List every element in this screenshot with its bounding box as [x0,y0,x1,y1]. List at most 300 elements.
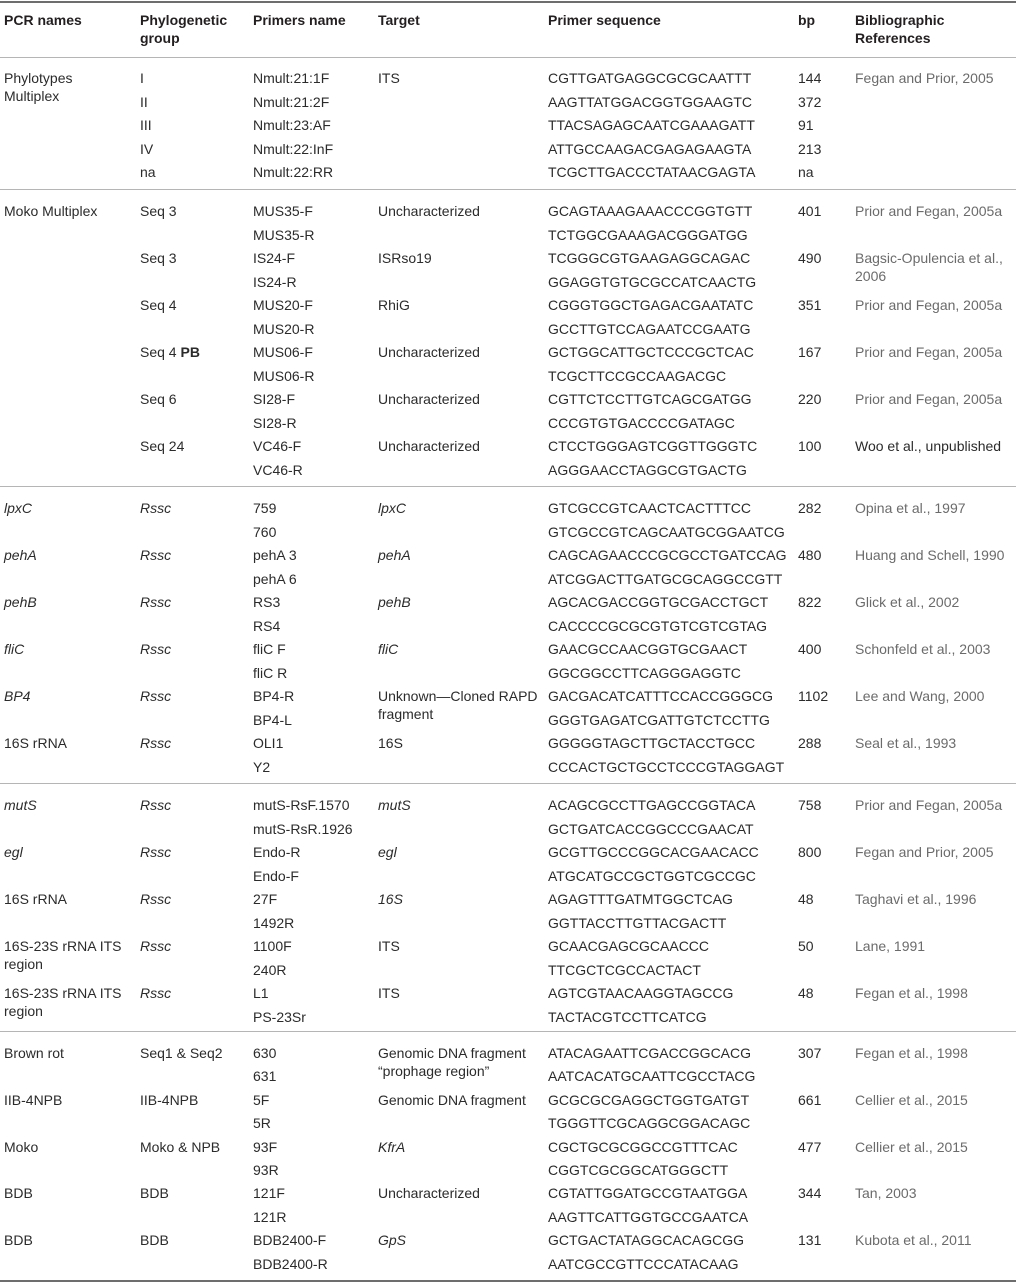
cell-text: BDB [4,1185,33,1202]
cell-text: CCCGTGTGACCCCGATAGC [548,414,735,431]
cell-group [140,796,250,814]
cell-text: 100 [798,438,822,454]
cell-seq [548,734,793,752]
cell-seq [548,226,793,244]
table-row [0,1253,1016,1276]
table-row [0,638,1016,661]
cell-text: 131 [798,1232,822,1249]
cell-text: Tan, 2003 [855,1185,917,1202]
cell-text: 372 [798,93,822,110]
cell-text: BDB [140,1185,169,1202]
cell-text: TCGGGCGTGAAGAGGCAGAC [548,250,751,266]
table-row [0,271,1016,294]
cell-text: MUS06-R [253,367,315,384]
cell-text: IIB-4NPB [140,1091,199,1108]
cell-text: TGGGTTCGCAGGCGGACAGC [548,1115,751,1132]
cell-text: ATCGGACTTGATGCGCAGGCCGTT [548,570,783,587]
cell-ref [855,546,1013,564]
cell-primer [253,249,371,267]
cell-seq [548,796,793,814]
cell-text: 490 [798,250,822,266]
cell-text: Seal et al., 1993 [855,735,957,751]
cell-text: Rssc [140,688,172,704]
cell-text: CGTTGATGAGGCGCGCAATTT [548,70,752,86]
cell-text: Rssc [140,891,172,907]
cell-text: mutS [4,797,37,813]
cell-text: Kubota et al., 2011 [855,1232,972,1249]
cell-seq [548,140,793,158]
cell-text: GGGTGAGATCGATTGTCTCCTTG [548,711,770,728]
cell-text: na [798,164,814,181]
cell-bp [798,93,848,111]
cell-group [140,296,250,314]
cell-primer [253,1114,371,1132]
cell-text: Uncharacterized [378,391,480,407]
cell-target [378,69,538,87]
cell-group [140,163,250,181]
cell-bp [798,390,848,408]
cell-target [378,640,538,658]
cell-ref [855,984,1013,1002]
cell-text: GGTTACCTTGTTACGACTT [548,914,727,931]
cell-text: 93F [253,1138,278,1155]
cell-text: egl [378,844,397,860]
table-row [0,912,1016,935]
cell-text: 48 [798,985,814,1001]
cell-ref [855,296,1013,314]
cell-text: Rssc [140,735,172,751]
table-row [0,818,1016,841]
cell-primer [253,1138,371,1156]
cell-seq [548,1114,793,1132]
table-row [0,412,1016,435]
cell-text: SI28-F [253,391,296,407]
cell-primer [253,1231,371,1249]
cell-text: ACAGCGCCTTGAGCCGGTACA [548,797,756,813]
cell-pcr [4,687,129,705]
cell-text: GCGTTGCCCGGCACGAACACC [548,844,759,860]
section-divider [0,1031,1016,1032]
cell-primer [253,343,371,361]
table-row [0,1006,1016,1029]
cell-text: GCAGTAAAGAAACCCGGTGTT [548,203,753,219]
cell-seq [548,1231,793,1249]
cell-bp [798,249,848,267]
cell-text: Phylotypes Multiplex [4,70,73,104]
cell-ref [855,1044,1013,1062]
cell-text: Rssc [140,938,172,954]
cell-primer [253,367,371,385]
cell-text: na [140,164,156,181]
cell-bp [798,1231,848,1249]
cell-seq [548,116,793,134]
cell-seq [548,461,793,479]
cell-bp [798,1091,848,1109]
cell-text: SI28-R [253,414,297,431]
cell-group [140,937,250,955]
cell-seq [548,890,793,908]
cell-text: VC46-F [253,438,302,454]
cell-text: Seq 3 [140,203,177,219]
cell-text: 759 [253,500,277,516]
cell-group [140,249,250,267]
cell-text: GGCGGCCTTCAGGGAGGTC [548,664,741,681]
cell-bp [798,296,848,314]
cell-group [140,93,250,111]
table-row [0,341,1016,364]
table-row [0,1206,1016,1229]
cell-text: Lane, 1991 [855,938,926,954]
cell-seq [548,499,793,517]
cell-primer [253,273,371,291]
cell-text: 480 [798,547,822,563]
cell-text: 144 [798,70,822,86]
cell-text: Y2 [253,758,271,775]
cell-primer [253,796,371,814]
cell-text: MUS35-F [253,203,313,219]
cell-target [378,796,538,814]
cell-text: GAACGCCAACGGTGCGAACT [548,641,748,657]
cell-seq [548,570,793,588]
cell-text: GCGCGCGAGGCTGGTGATGT [548,1091,750,1108]
table-row [0,615,1016,638]
cell-ref [855,69,1013,87]
cell-primer [253,93,371,111]
cell-seq [548,843,793,861]
table-row [0,1112,1016,1135]
cell-text: L1 [253,985,269,1001]
cell-text: Lee and Wang, 2000 [855,688,985,704]
cell-bp [798,140,848,158]
header-pcr-names: PCR names [4,12,82,28]
cell-text: Huang and Schell, 1990 [855,547,1005,563]
cell-target [378,546,538,564]
cell-bp [798,593,848,611]
cell-seq [548,69,793,87]
table-row [0,521,1016,544]
cell-group [140,1138,250,1156]
cell-group [140,343,250,361]
cell-text-bold: PB [180,344,200,360]
cell-text: GpS [378,1232,407,1249]
cell-text: TTCGCTCGCCACTACT [548,961,701,978]
cell-primer [253,843,371,861]
cell-primer [253,664,371,682]
cell-text: CCCACTGCTGCCTCCCGTAGGAGT [548,758,785,775]
cell-ref [855,343,1013,361]
cell-text: pehB [378,594,411,610]
cell-seq [548,664,793,682]
cell-target [378,890,538,908]
cell-text: GGGGGTAGCTTGCTACCTGCC [548,735,756,751]
table-row [0,568,1016,591]
cell-text: pehA 6 [253,570,297,587]
cell-ref [855,1231,1013,1249]
cell-group [140,546,250,564]
cell-text: 351 [798,297,822,313]
cell-text: AGCACGACCGGTGCGACCTGCT [548,594,769,610]
cell-text: Seq 4 [140,297,177,313]
table-row [0,1159,1016,1182]
cell-primer [253,734,371,752]
cell-ref [855,1091,1013,1109]
cell-seq [548,1184,793,1202]
cell-text: OLI1 [253,735,284,751]
cell-seq [548,961,793,979]
cell-text: Endo-R [253,844,301,860]
header-target: Target [378,12,420,28]
cell-text: 1100F [253,938,292,954]
cell-text: Nmult:22:RR [253,164,334,181]
table-row [0,200,1016,223]
cell-bp [798,640,848,658]
cell-seq [548,523,793,541]
table-row [0,841,1016,864]
table-row [0,794,1016,817]
cell-seq [548,390,793,408]
cell-seq [548,1091,793,1109]
cell-bp [798,163,848,181]
cell-text: egl [4,844,23,860]
cell-pcr [4,890,129,908]
cell-seq [548,546,793,564]
cell-text: pehB [4,594,37,610]
cell-target [378,1138,538,1156]
cell-pcr [4,843,129,861]
cell-group [140,687,250,705]
cell-text: Fegan et al., 1998 [855,1045,968,1061]
cell-primer [253,937,371,955]
cell-text: Prior and Fegan, 2005a [855,391,1003,407]
cell-primer [253,163,371,181]
cell-text: IIB-4NPB [4,1091,63,1108]
cell-pcr [4,546,129,564]
cell-text: ITS [378,938,400,954]
cell-text: GACGACATCATTTCCACCGGGCG [548,688,774,704]
table-row [0,756,1016,779]
table-row [0,161,1016,184]
cell-text: mutS-RsR.1926 [253,820,353,837]
cell-text: VC46-R [253,461,303,478]
cell-text: GTCGCCGTCAACTCACTTTCC [548,500,751,516]
cell-text: 477 [798,1138,822,1155]
cell-seq [548,937,793,955]
cell-text: 400 [798,641,822,657]
cell-text: AGTCGTAACAAGGTAGCCG [548,985,734,1001]
cell-text: 121R [253,1208,287,1225]
cell-text: GCTGACTATAGGCACAGCGG [548,1232,745,1249]
cell-text: Rssc [140,844,172,860]
cell-text: Nmult:23:AF [253,117,331,134]
cell-text: lpxC [378,500,407,516]
cell-primer [253,499,371,517]
cell-bp [798,687,848,705]
cell-text: CTCCTGGGAGTCGGTTGGGTC [548,438,758,454]
cell-seq [548,320,793,338]
cell-bp [798,202,848,220]
cell-ref [855,640,1013,658]
cell-text: RhiG [378,297,410,313]
cell-primer [253,69,371,87]
cell-pcr [4,640,129,658]
cell-bp [798,734,848,752]
cell-ref [855,796,1013,814]
cell-text: Moko [4,1138,39,1155]
table-row [0,959,1016,982]
cell-text: 1102 [798,688,829,704]
cell-text: Rssc [140,985,172,1001]
cell-seq [548,1044,793,1062]
cell-seq [548,1067,793,1085]
cell-primer [253,640,371,658]
cell-text: 5F [253,1091,270,1108]
cell-seq [548,1255,793,1273]
cell-primer [253,914,371,932]
cell-text: Prior and Fegan, 2005a [855,797,1003,813]
cell-text: TCGCTTGACCCTATAACGAGTA [548,164,756,181]
table-row [0,224,1016,247]
cell-text: BDB [140,1232,169,1249]
cell-target [378,1091,538,1109]
cell-group [140,437,250,455]
cell-text: II [140,93,148,110]
table-row [0,865,1016,888]
header-bp: bp [798,12,816,28]
cell-text: fliC F [253,641,286,657]
cell-group [140,1231,250,1249]
cell-text: ATTGCCAAGACGAGAGAAGTA [548,140,752,157]
cell-text: IV [140,140,154,157]
cell-seq [548,93,793,111]
cell-text: AAGTTCATTGGTGCCGAATCA [548,1208,749,1225]
cell-text: lpxC [4,500,33,516]
cell-text: 16S-23S rRNA ITS region [4,985,122,1019]
cell-target [378,390,538,408]
cell-text: Glick et al., 2002 [855,594,960,610]
cell-text: Taghavi et al., 1996 [855,891,977,907]
cell-text: 288 [798,735,822,751]
cell-text: Cellier et al., 2015 [855,1138,968,1155]
cell-text: Endo-F [253,867,299,884]
cell-bp [798,937,848,955]
cell-text: 760 [253,523,277,540]
cell-text: GGAGGTGTGCGCCATCAACTG [548,273,757,290]
cell-text: fliC [4,641,25,657]
cell-primer [253,140,371,158]
cell-primer [253,437,371,455]
cell-seq [548,984,793,1002]
cell-text: GCTGGCATTGCTCCCGCTCAC [548,344,754,360]
table-row [0,591,1016,614]
cell-text: Brown rot [4,1045,64,1061]
cell-primer [253,546,371,564]
table-row [0,888,1016,911]
cell-text: 282 [798,500,822,516]
table-row [0,138,1016,161]
cell-text: BDB2400-F [253,1232,327,1249]
cell-pcr [4,796,129,814]
cell-target [378,499,538,517]
cell-text: CGCTGCGCGGCCGTTTCAC [548,1138,738,1155]
cell-primer [253,1255,371,1273]
cell-group [140,116,250,134]
cell-bp [798,1044,848,1062]
cell-primer [253,687,371,705]
cell-bp [798,1138,848,1156]
cell-text: CAGCAGAACCCGCGCCTGATCCAG [548,547,787,563]
cell-bp [798,499,848,517]
cell-text: 121F [253,1185,285,1202]
cell-text: 5R [253,1115,271,1132]
cell-ref [855,734,1013,752]
cell-seq [548,1138,793,1156]
cell-text: MUS35-R [253,226,315,243]
cell-text: GTCGCCGTCAGCAATGCGGAATCG [548,523,785,540]
cell-text: mutS [378,797,411,813]
cell-seq [548,163,793,181]
table-row [0,1089,1016,1112]
cell-seq [548,414,793,432]
cell-text: Nmult:21:1F [253,70,330,86]
cell-target [378,296,538,314]
table-row [0,459,1016,482]
cell-text: MUS06-F [253,344,313,360]
cell-text: GCTGATCACCGGCCCGAACAT [548,820,754,837]
cell-text: 91 [798,117,814,134]
cell-primer [253,116,371,134]
cell-bp [798,437,848,455]
cell-text: IS24-F [253,250,296,266]
cell-text: TCGCTTCCGCCAAGACGC [548,367,727,384]
cell-text: Woo et al., unpublished [855,438,1002,454]
cell-text: Schonfeld et al., 2003 [855,641,991,657]
cell-target [378,843,538,861]
cell-text: Prior and Fegan, 2005a [855,203,1003,219]
table-row [0,91,1016,114]
cell-target [378,984,538,1002]
cell-text: 344 [798,1185,822,1202]
cell-primer [253,820,371,838]
cell-ref [855,937,1013,955]
cell-primer [253,1008,371,1026]
cell-ref [855,499,1013,517]
cell-seq [548,1161,793,1179]
table-row [0,388,1016,411]
table-row [0,732,1016,755]
cell-text: CGGGTGGCTGAGACGAATATC [548,297,754,313]
cell-text: ITS [378,70,400,86]
table-row [0,497,1016,520]
cell-primer [253,617,371,635]
cell-primer [253,414,371,432]
cell-ref [855,1138,1013,1156]
cell-seq [548,617,793,635]
cell-text: Bagsic-Opulencia et al., 2006 [855,250,1003,284]
cell-bp [798,796,848,814]
cell-text: Genomic DNA fragment “prophage region” [378,1045,526,1079]
cell-text: AGAGTTTGATMTGGCTCAG [548,891,733,907]
cell-primer [253,1184,371,1202]
cell-text: ISRso19 [378,250,432,266]
table-row [0,365,1016,388]
cell-text: pehA [4,547,37,563]
cell-ref [855,202,1013,220]
cell-text: CGTTCTCCTTGTCAGCGATGG [548,391,752,407]
cell-seq [548,1008,793,1026]
cell-seq [548,593,793,611]
cell-primer [253,390,371,408]
cell-text: 240R [253,961,287,978]
